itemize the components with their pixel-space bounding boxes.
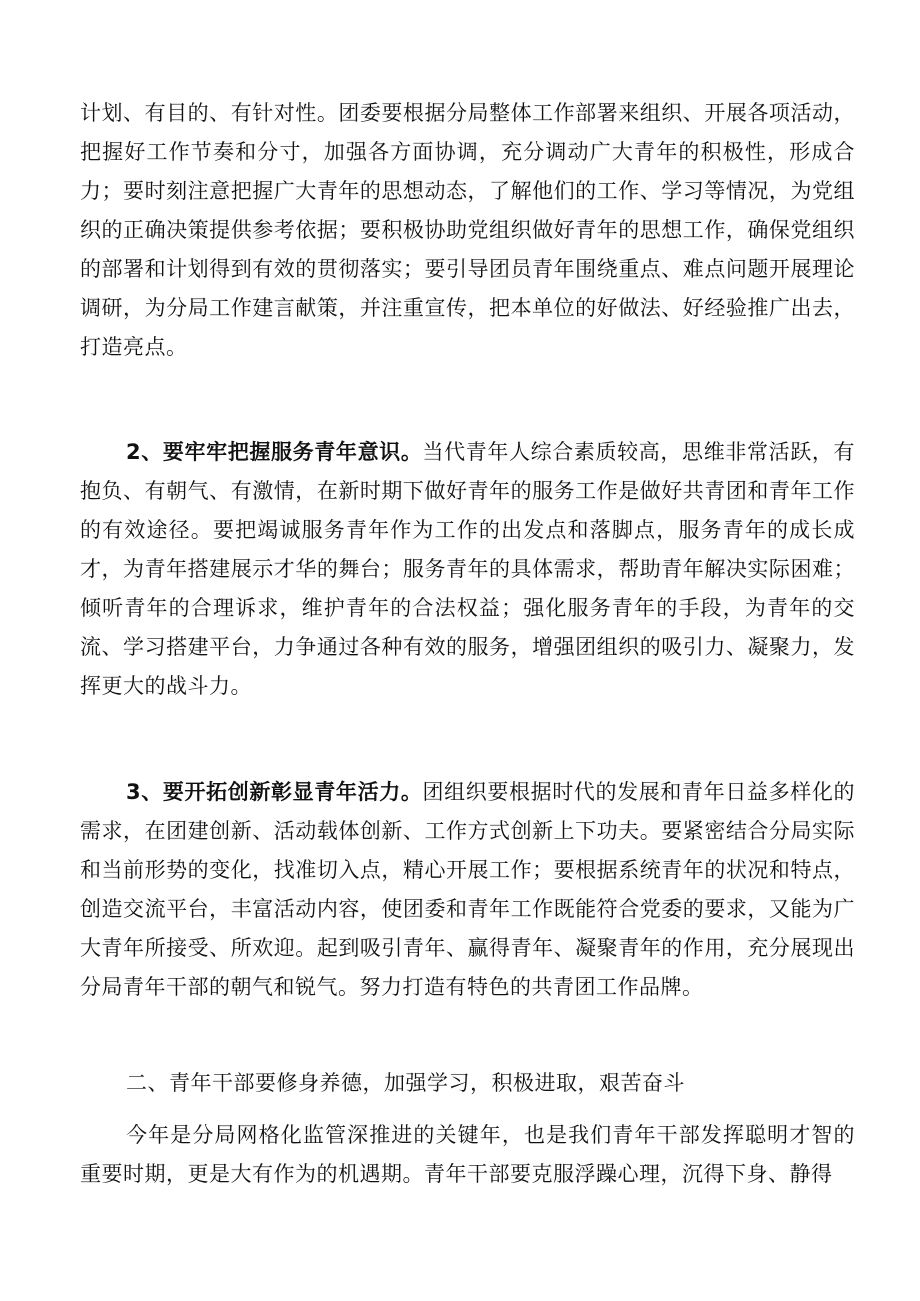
paragraph-text: 当代青年人综合素质较高，思维非常活跃，有抱负、有朝气、有激情，在新时期下做好青年的服务工作是做好共青团和青年工作的有效途径。要把竭诚服务青年作为工作的出发点和落脚点，服务青年的成长成才，为青年搭建展示才华的舞台；服务青年的具体需求，帮助青年解决实际困难；倾听青年的合理诉求，维护青年的合法权益；强化服务青年的手段，为青年的交流、学习搭建平台，力争通过各种有效的服务，增强团组织的吸引力、凝聚力，发挥更大的战斗力。 xyxy=(80,440,855,698)
section-heading xyxy=(80,1064,855,1103)
paragraph-key-year xyxy=(80,1116,855,1194)
paragraph-heading: 2、要牢牢把握服务青年意识。 xyxy=(126,440,423,464)
paragraph-text: 计划、有目的、有针对性。团委要根据分局整体工作部署来组织、开展各项活动，把握好工作节奏和分寸，加强各方面协调，充分调动广大青年的积极性，形成合力；要时刻注意把握广大青年的思想动态，了解他们的工作、学习等情况，为党组织的正确决策提供参考依据；要积极协助党组织做好青年的思想工作，确保党组织的部署和计划得到有效的贯彻落实；要引导团员青年围绕重点、难点问题开展理论调研，为分局工作建言献策，并注重宣传，把本单位的好做法、好经验推广出去，打造亮点。 xyxy=(80,101,855,359)
paragraph-serve-youth xyxy=(80,433,855,706)
paragraph-innovation xyxy=(80,773,855,1007)
paragraph-heading: 3、要开拓创新彰显青年活力。 xyxy=(126,780,423,804)
paragraph-text: 今年是分局网格化监管深推进的关键年，也是我们青年干部发挥聪明才智的重要时期，更是大有作为的机遇期。青年干部要克服浮躁心理，沉得下身、静得 xyxy=(80,1123,855,1186)
paragraph-work-planning xyxy=(80,94,855,367)
paragraph-text: 团组织要根据时代的发展和青年日益多样化的需求，在团建创新、活动载体创新、工作方式创新上下功夫。要紧密结合分局实际和当前形势的变化，找准切入点，精心开展工作；要根据系统青年的状况和特点，创造交流平台，丰富活动内容，使团委和青年工作既能符合党委的要求，又能为广大青年所接受、所欢迎。起到吸引青年、赢得青年、凝聚青年的作用，充分展现出分局青年干部的朝气和锐气。努力打造有特色的共青团工作品牌。 xyxy=(80,780,855,999)
section-heading-text: 二、青年干部要修身养德，加强学习，积极进取，艰苦奋斗 xyxy=(126,1071,685,1095)
